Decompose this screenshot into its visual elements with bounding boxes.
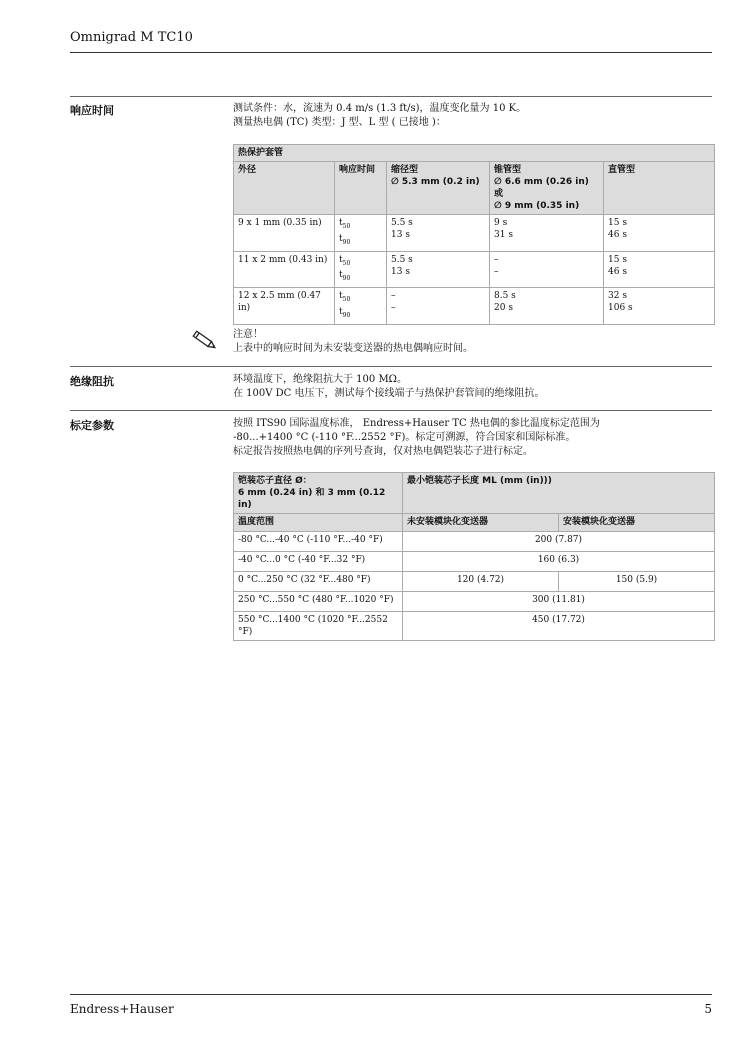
section-label-calibration: 标定参数 xyxy=(70,419,114,432)
note-title: 注意！ xyxy=(233,329,263,340)
t-labels: $t_{50}$ $t_{90}$ xyxy=(335,215,387,252)
col-header-range: 温度范围 xyxy=(234,514,403,532)
response-conditions: 测试条件：水，流速为 0.4 m/s (1.3 ft/s)，温度变化量为 10 K。 xyxy=(233,103,527,114)
section-divider xyxy=(70,96,712,97)
footer-brand: Endress+Hauser xyxy=(70,1002,174,1016)
col-header-response: 响应时间 xyxy=(335,162,387,215)
insulation-text: 环境温度下，绝缘阻抗大于 100 MΩ。 在 100V DC 电压下，测试每个接线端子与热保护套管间的绝缘阻抗。 xyxy=(233,374,545,399)
section-label-response-time: 响应时间 xyxy=(70,104,114,117)
col-header-with-transmitter: 安装模块化变送器 xyxy=(559,514,715,532)
section-label-insulation: 绝缘阻抗 xyxy=(70,375,114,388)
table-row: -40 °C...0 °C (-40 °F...32 °F) 160 (6.3) xyxy=(234,552,715,572)
col-header-diameter: 铠装芯子直径 Ø： 6 mm (0.24 in) 和 3 mm (0.12 in) xyxy=(234,473,403,514)
table-row: 12 x 2.5 mm (0.47 in) $t_{50}$ $t_{90}$ – – 8.5 s 20 s 32 s 106 s xyxy=(234,288,715,325)
table-row: 11 x 2 mm (0.43 in) $t_{50}$ $t_{90}$ 5.5 s 13 s – – 15 s 46 s xyxy=(234,251,715,288)
table-row: 250 °C...550 °C (480 °F...1020 °F) 300 (11.81) xyxy=(234,592,715,612)
section-divider xyxy=(70,410,712,411)
note-block xyxy=(233,328,713,356)
response-time-table xyxy=(233,144,715,325)
col-header-straight: 直管型 xyxy=(604,162,715,215)
calibration-table xyxy=(233,472,715,641)
section-divider xyxy=(70,366,712,367)
response-text xyxy=(233,102,713,130)
note-text: 上表中的响应时间为未安装变送器的热电偶响应时间。 xyxy=(233,343,473,354)
response-tc-type: 测量热电偶 (TC) 类型：J 型、L 型 ( 已接地 )： xyxy=(233,117,446,128)
table-row: 0 °C...250 °C (32 °F...480 °F) 120 (4.72) 150 (5.9) xyxy=(234,572,715,592)
table-title: 热保护套管 xyxy=(234,145,715,162)
col-header-min-length: 最小铠装芯子长度 ML (mm (in))) xyxy=(403,473,715,514)
col-header-no-transmitter: 未安装模块化变送器 xyxy=(403,514,559,532)
t-labels: $t_{50}$ $t_{90}$ xyxy=(335,251,387,288)
table-row: 9 x 1 mm (0.35 in) $t_{50}$ $t_{90}$ 5.5 s 13 s 9 s 31 s 15 s 46 s xyxy=(234,215,715,252)
col-header-outer: 外径 xyxy=(234,162,335,215)
document-title: Omnigrad M TC10 xyxy=(70,30,193,45)
header-divider xyxy=(70,52,712,53)
table-row: -80 °C...-40 °C (-110 °F...-40 °F) 200 (7.87) xyxy=(234,532,715,552)
footer-divider xyxy=(70,994,712,995)
table-row: 550 °C...1400 °C (1020 °F...2552 °F) 450 (17.72) xyxy=(234,612,715,641)
t-labels: $t_{50}$ $t_{90}$ xyxy=(335,288,387,325)
col-header-reduced: 缩径型 ∅ 5.3 mm (0.2 in) xyxy=(387,162,490,215)
pencil-note-icon xyxy=(190,328,218,352)
calibration-text: 按照 ITS90 国际温度标准， Endress+Hauser TC 热电偶的参比温度标定范围为 -80...+1400 °C (-110 °F...2552 °F)。标定可溯源，符合国家和国际标准。 标定报告按照热电偶的序列号查询，仅对热电偶铠装芯子进行标定。 xyxy=(233,418,600,457)
col-header-tapered: 锥管型 ∅ 6.6 mm (0.26 in) 或 ∅ 9 mm (0.35 in) xyxy=(490,162,604,215)
page-number: 5 xyxy=(704,1002,712,1016)
